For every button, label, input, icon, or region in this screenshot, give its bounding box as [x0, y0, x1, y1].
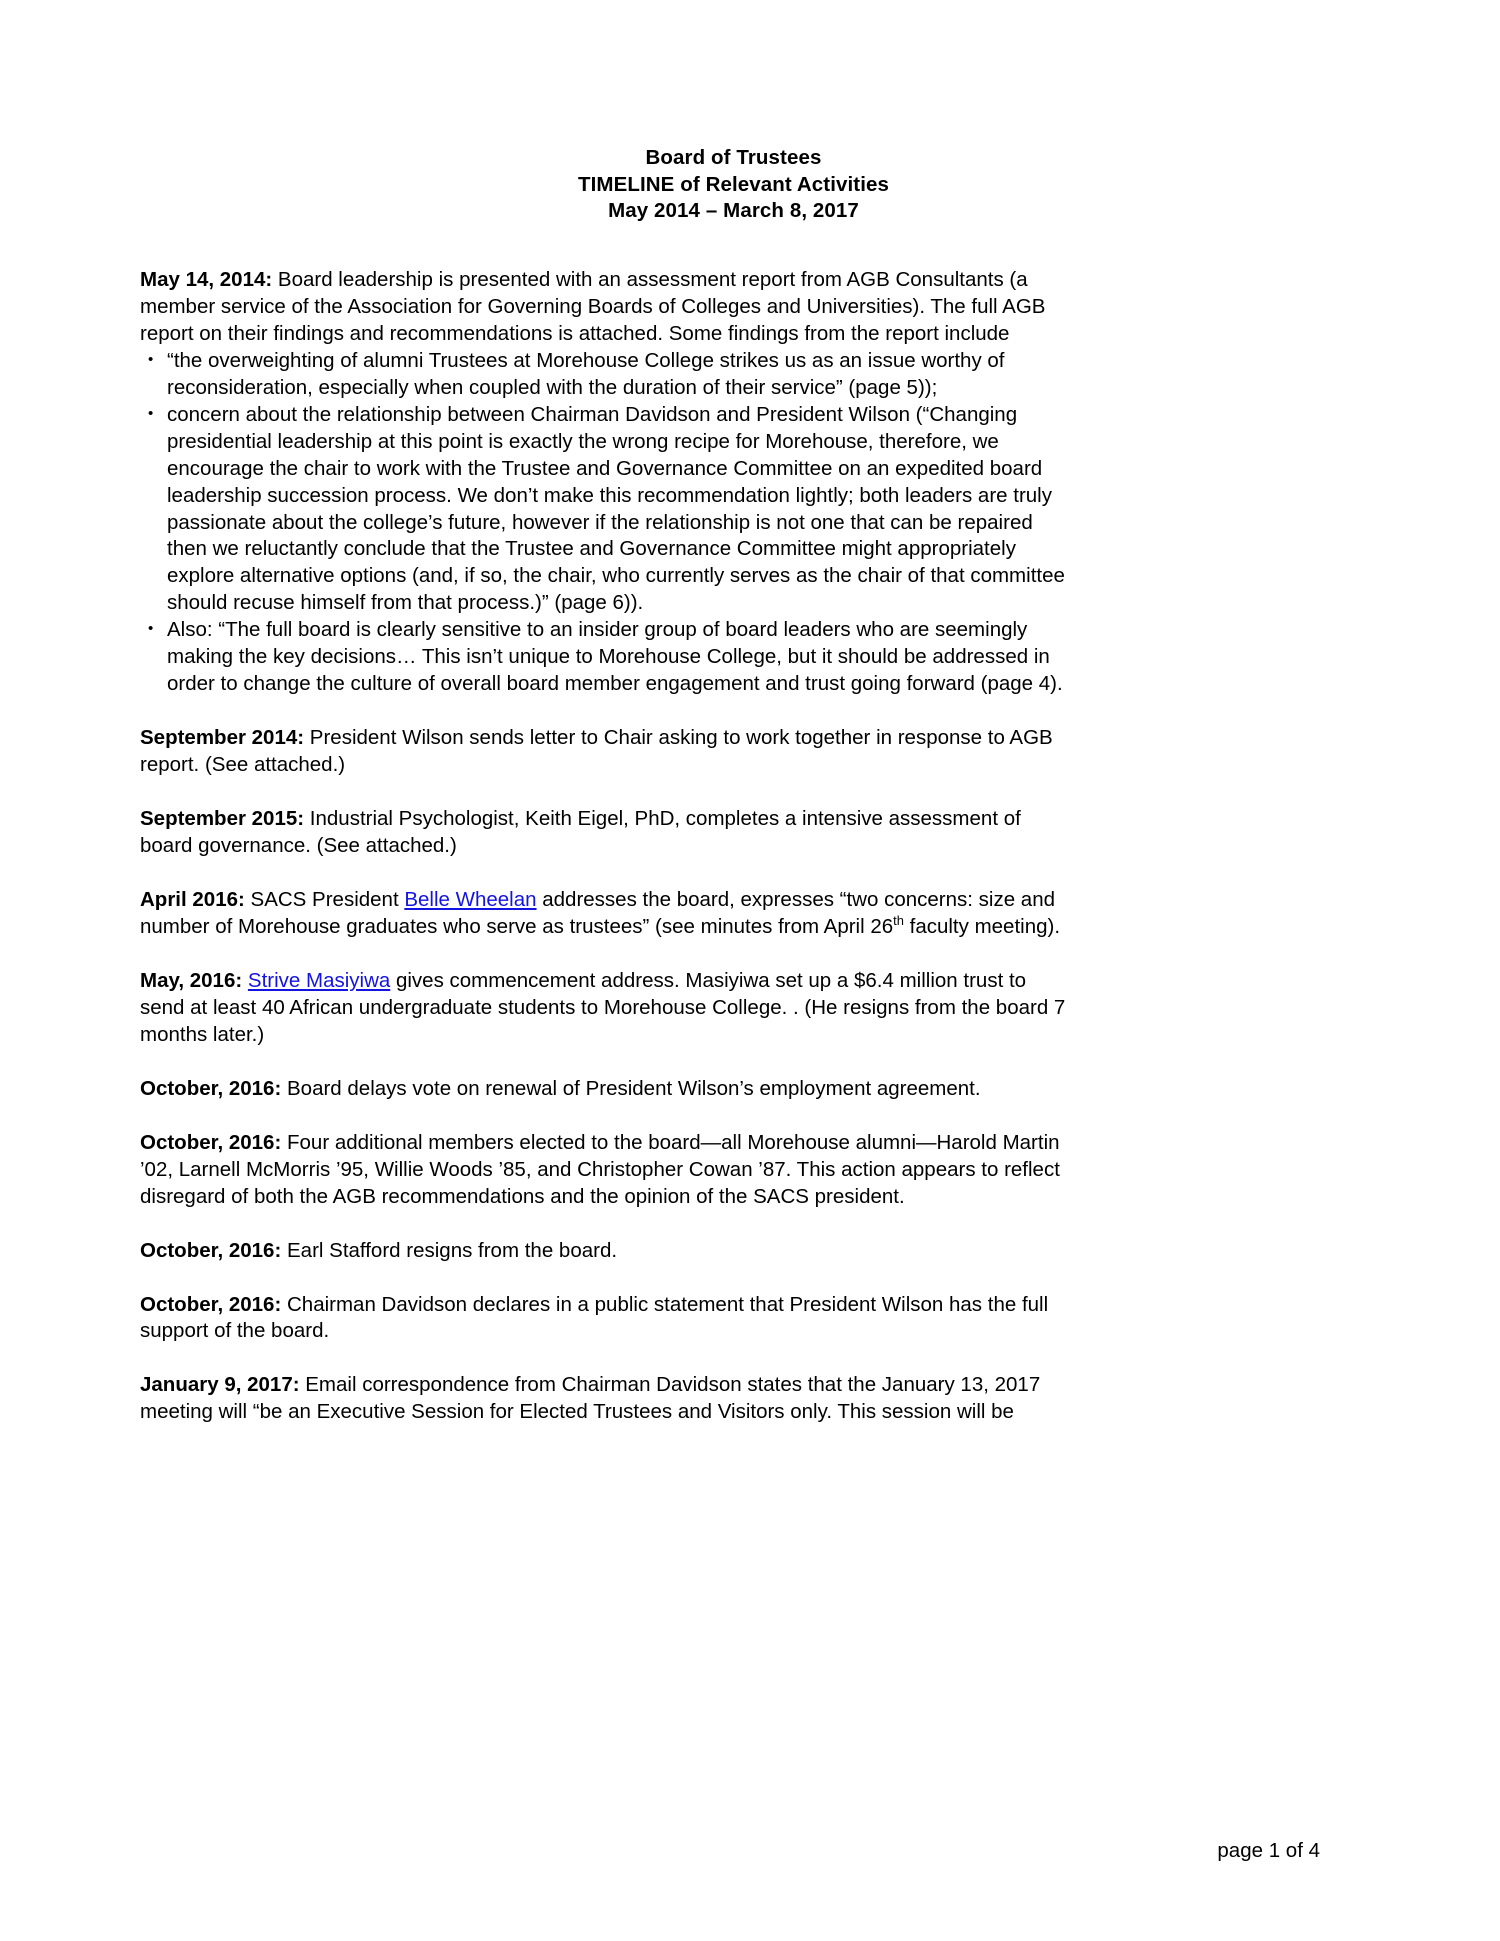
- entry-text: Board leadership is presented with an assessment report from AGB Consultants (a member service of the Association for Governing Boards of Colleges and Universities). The full AGB report on their findings and recommendations is attached. Some findings from the report include: [140, 267, 1046, 345]
- page-footer: page 1 of 4: [1217, 1839, 1320, 1862]
- entry-date-label: April 2016:: [140, 887, 245, 911]
- strive-masiyiwa-link[interactable]: Strive Masiyiwa: [247, 968, 391, 992]
- entry-date-label: May, 2016:: [140, 968, 243, 992]
- entry-text: gives commencement address. Masiyiwa set up a $6.4 million trust to send at least 40 African undergraduate students to Morehouse College. . (He resigns from the board 7 months later.): [140, 968, 1066, 1046]
- entry-september-2015: [140, 806, 1075, 860]
- belle-wheelan-link[interactable]: Belle Wheelan: [404, 887, 537, 911]
- bullet-text: concern about the relationship between Chairman Davidson and President Wilson (“Changing presidential leadership at this point is exactly the wrong recipe for Morehouse, therefore, we encourage the chair to work with the Trustee and Governance Committee on an expedited board leadership succession process. We don’t make this recommendation lightly; both leaders are truly passionate about the college’s future, however if the relationship is not one that can be repaired then we reluctantly conclude that the Trustee and Governance Committee might appropriately explore alternative options (and, if so, the chair, who currently serves as the chair of that committee should recuse himself from that process.)” (page 6)).: [167, 402, 1065, 615]
- list-item: [140, 617, 1075, 698]
- entry-text: faculty meeting).: [903, 914, 1061, 938]
- entry-january-2017: [140, 1372, 1075, 1426]
- bullet-text: “the overweighting of alumni Trustees at Morehouse College strikes us as an issue worthy of reconsideration, especially when coupled with the duration of their service” (page 5));: [167, 348, 1005, 399]
- entry-text: Earl Stafford resigns from the board.: [281, 1238, 618, 1262]
- entry-text: Industrial Psychologist, Keith Eigel, PhD, completes a intensive assessment of board governance. (See attached.): [140, 807, 1021, 858]
- entry-october-2016-support: [140, 1292, 1075, 1346]
- entry-date-label: October, 2016:: [140, 1076, 282, 1100]
- entry-date-label: May 14, 2014:: [140, 267, 273, 291]
- entry-text: Four additional members elected to the board—all Morehouse alumni—Harold Martin ’02, Larnell McMorris ’95, Willie Woods ’85, and Christopher Cowan ’87. This action appears to reflect disregard of both the AGB recommendations and the opinion of the SACS president.: [140, 1130, 1060, 1208]
- entry-may-2016: [140, 968, 1075, 1049]
- entry-text: Board delays vote on renewal of President Wilson’s employment agreement.: [281, 1076, 981, 1100]
- entry-october-2016-members: [140, 1130, 1075, 1211]
- findings-list: [140, 348, 1075, 698]
- entry-text: addresses the board, expresses “two concerns: size and number of Morehouse graduates who serve as trustees” (see minutes from April 26: [140, 887, 1056, 938]
- entry-date-label: September 2015:: [140, 807, 305, 831]
- document-title: [140, 145, 1362, 225]
- entry-text: SACS President: [244, 887, 405, 911]
- list-item: [140, 348, 1075, 402]
- document-body: [140, 267, 1075, 1426]
- title-line-2: TIMELINE of Relevant Activities: [577, 172, 890, 196]
- entry-date-label: January 9, 2017:: [140, 1373, 300, 1397]
- entry-date-label: October, 2016:: [140, 1292, 282, 1316]
- entry-october-2016-delay: [140, 1076, 1075, 1103]
- ordinal-suffix: th: [893, 913, 904, 929]
- bullet-text: Also: “The full board is clearly sensitive to an insider group of board leaders who are seemingly making the key decisions… This isn’t unique to Morehouse College, but it should be addressed in order to change the culture of overall board member engagement and trust going forward (page 4).: [167, 618, 1063, 696]
- entry-text: President Wilson sends letter to Chair asking to work together in response to AGB report. (See attached.): [140, 726, 1053, 777]
- entry-date-label: September 2014:: [140, 726, 305, 750]
- entry-text: Chairman Davidson declares in a public statement that President Wilson has the full support of the board.: [140, 1292, 1049, 1343]
- entry-september-2014: [140, 725, 1075, 779]
- title-line-1: Board of Trustees: [645, 146, 822, 169]
- entry-april-2016: [140, 887, 1075, 941]
- entry-october-2016-stafford: [140, 1238, 1075, 1265]
- entry-text: Email correspondence from Chairman Davidson states that the January 13, 2017 meeting will “be an Executive Session for Elected Trustees and Visitors only. This session will be: [140, 1373, 1041, 1424]
- entry-may-2014: [140, 267, 1075, 348]
- title-line-3: May 2014 – March 8, 2017: [608, 199, 859, 223]
- entry-date-label: October, 2016:: [140, 1238, 282, 1262]
- entry-date-label: October, 2016:: [140, 1130, 282, 1154]
- list-item: [140, 402, 1075, 618]
